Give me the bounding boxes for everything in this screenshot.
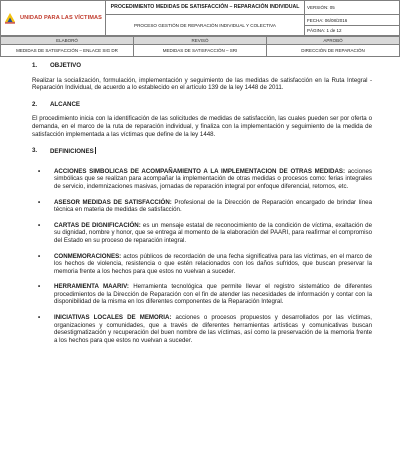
role-elaboro: ELABORÓ [1,37,134,45]
date-text: FECHA: 06/08/2016 [307,17,348,23]
process-name-text: PROCESO GESTIÓN DE REPARACIÓN INDIVIDUAL Y COLECTIVA [134,22,276,28]
definition-term: CONMEMORACIONES: [54,252,122,260]
definition-text: acciones simbólicas que se realizan para acompañar la implementación de otras medidas o procesos como: ferias integrales de servicio, indemnizaciones masivas, jornadas de reparación integral por enfoque diferencial, retornos, etc. [54,167,372,190]
document-header [0,0,400,53]
definition-body [54,253,372,276]
section-heading-objetivo [32,62,372,70]
text-cursor [95,147,96,154]
version-text: VERSIÓN: 05 [307,5,335,10]
section-title: OBJETIVO [50,62,82,69]
section-title [50,147,95,156]
page-cell [305,26,400,36]
document-body [32,62,372,352]
unidad-victimas-logo-icon [3,11,17,25]
section-heading-alcance [32,101,372,109]
role-value-aprobo: DIRECCIÓN DE REPARACIÓN [267,45,400,57]
definition-item [32,283,372,306]
logo-cell [1,1,106,36]
definitions-list [32,168,372,345]
section-title-text: DEFINICIONES [50,148,94,156]
definition-body [54,283,372,306]
section-heading-definiciones [32,147,372,156]
bullet-icon: • [38,283,41,291]
definition-term: CARTAS DE DIGNIFICACIÓN: [54,221,141,229]
section-number: 3. [32,147,38,155]
bullet-icon: • [38,167,41,175]
definition-body [54,314,372,344]
logo [3,11,103,25]
bullet-icon: • [38,198,41,206]
date-cell [305,15,400,26]
definition-item [32,199,372,214]
section-text-alcance: El procedimiento inicia con la identificación de las solicitudes de medidas de satisfacción, las cuales pueden ser por oferta o demanda, en el marco de la ruta de reparación individual, y finaliza con la implementación y seguimiento de la medida de satisfacción implementada a las víctimas que define de la ley 1448. [32,115,372,138]
definition-term: ACCIONES SIMBOLICAS DE ACOMPAÑAMIENTO A LA IMPLEMENTACION DE OTRAS MEDIDAS: [54,167,346,175]
definition-term: INICIATIVAS LOCALES DE MEMORIA: [54,314,172,322]
bullet-icon: • [38,314,41,322]
definition-body [54,168,372,191]
definition-text: actos públicos de recordación de una fecha significativa para las víctimas, en el marco de los hechos de violencia, resistencia o que estén relacionados con los daños sufridos, que buscan preservar la memoria frente a los hechos para que estos no vuelvan a suceder. [54,252,372,275]
section-text-objetivo: Realizar la socialización, formulación, implementación y seguimiento de las medidas de satisfacción en la Ruta Integral - Reparación Individual, de acuerdo a lo establecido en el artículo 139 de la ley 1448 de 2011. [32,76,372,92]
role-value-reviso: MEDIDAS DE SATISFACCIÓN – SRI [134,45,267,57]
procedure-title-text: PROCEDIMIENTO MEDIDAS DE SATISFACCIÓN – REPARACIÓN INDIVIDUAL [110,4,300,11]
definition-item [32,222,372,245]
definition-text: Herramienta tecnológica que permite llevar el registro sistemático de diferentes procedimientos de la Dirección de Reparación con el fin de atender las necesidades de información y contar con la disponibilidad de la misma en los diferentes componentes de la Reparación Integral. [54,283,372,306]
definition-item [32,168,372,191]
logo-text: UNIDAD PARA LAS VÍCTIMAS [20,15,102,21]
definition-text: es un mensaje estatal de reconocimiento de la condición de víctima, exaltación de su dignidad, nombre y honor, que se entrega al momento de la elaboración del PAARI, para reafirmar el compromiso del Estado en su proceso de reparación integral. [54,221,372,244]
version-cell [305,1,400,15]
role-reviso: REVISÓ [134,37,267,45]
procedure-title [106,1,305,15]
section-number: 1. [32,62,38,69]
definition-term: ASESOR MEDIDAS DE SATISFACCIÓN: [54,198,172,206]
definition-body [54,222,372,245]
header-table [0,0,400,36]
section-number: 2. [32,100,38,108]
definition-term: HERRAMIENTA MAARIV: [54,283,129,291]
page-text: PÁGINA: 1 de 12 [307,28,342,33]
bullet-icon: • [38,221,41,229]
role-value-elaboro: MEDIDAS DE SATISFACCIÓN – ENLACE SIG DR [1,45,134,57]
section-title: ALCANCE [50,100,81,108]
role-aprobo: APROBÓ [267,37,400,45]
definition-body [54,199,372,214]
approval-table [0,36,400,57]
definition-item [32,314,372,344]
definition-item [32,253,372,276]
definition-text: Profesional de la Dirección de Reparación encargado de brindar línea técnica en materia de medidas de satisfacción. [54,198,372,214]
definition-text: acciones o procesos propuestos y desarrollados por las víctimas, organizaciones y comunidades, que a través de diferentes herramientas artísticas y comunicativas buscan desestigmatización y recuperación del buen nombre de las víctimas, así como la preservación de la memoria frente a los hechos para que estos no vuelvan a suceder. [54,314,372,344]
bullet-icon: • [38,252,41,260]
process-name [106,15,305,36]
